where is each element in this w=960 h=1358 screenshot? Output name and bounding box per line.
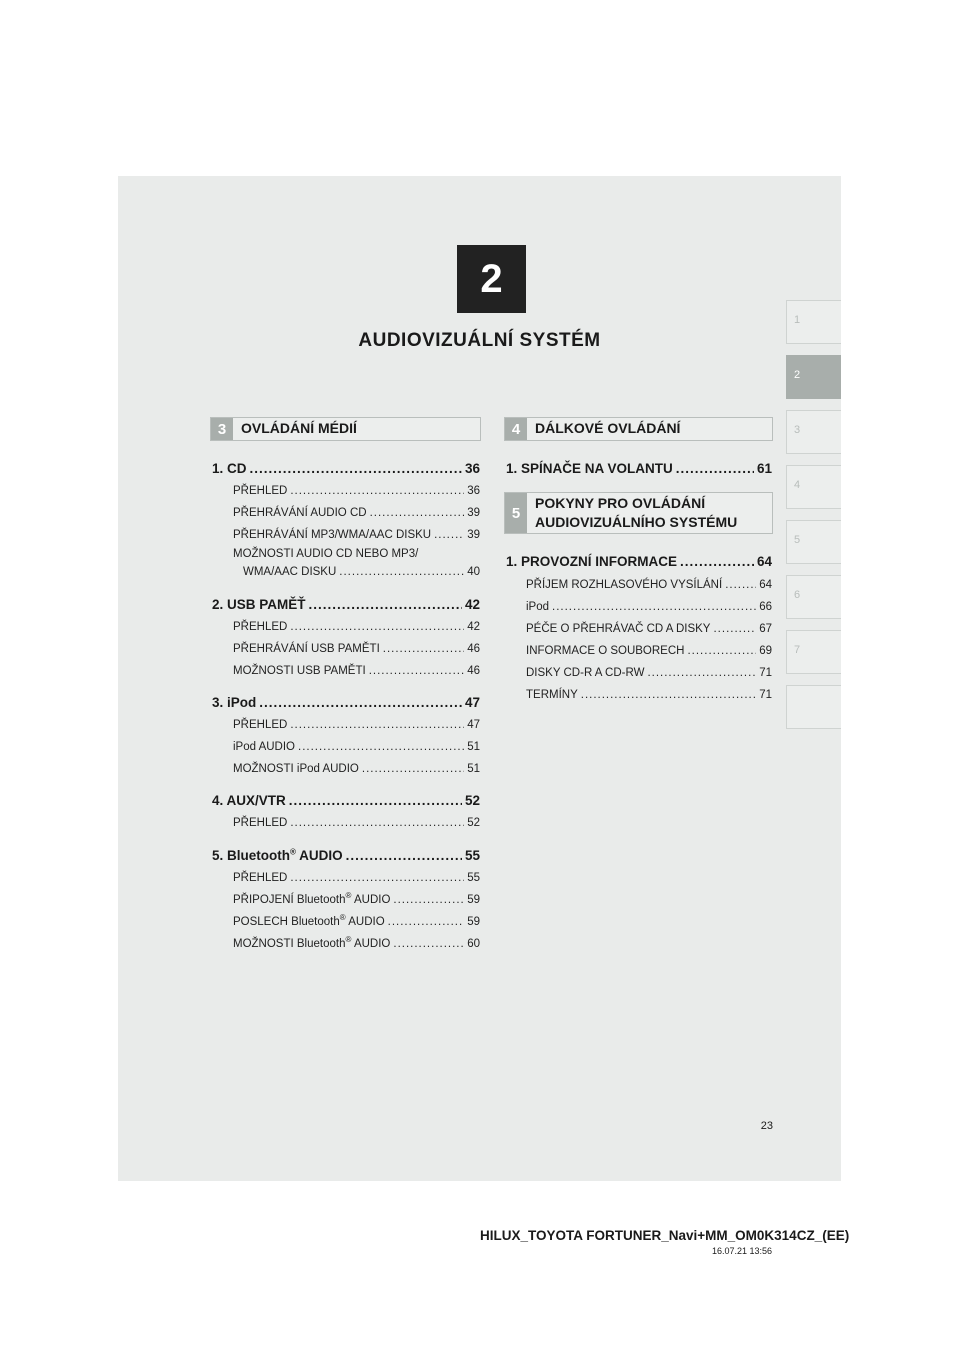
section-5-number: 5 bbox=[505, 493, 527, 533]
toc-subentry[interactable]: DISKY CD-R A CD-RW ..... 71 bbox=[526, 664, 772, 679]
toc-subentry[interactable]: PŘEHLED ..... 36 bbox=[233, 482, 480, 497]
section-3-title: OVLÁDÁNÍ MÉDIÍ bbox=[241, 420, 357, 436]
footer-title: HILUX_TOYOTA FORTUNER_Navi+MM_OM0K314CZ_(EE) bbox=[480, 1228, 850, 1243]
toc-entry[interactable]: 4. AUX/VTR ..... 52 bbox=[212, 790, 480, 808]
toc-subentry[interactable]: iPod AUDIO ..... 51 bbox=[233, 738, 480, 753]
toc-subentry[interactable]: PŘIPOJENÍ Bluetooth® AUDIO ..... 59 bbox=[233, 891, 480, 906]
chapter-tab-2[interactable]: 2 bbox=[786, 355, 841, 399]
toc-subentry[interactable]: PŘEHLED ..... 42 bbox=[233, 618, 480, 633]
toc-right-column-s4 bbox=[506, 458, 772, 476]
section-3-header bbox=[210, 417, 481, 441]
toc-subentry[interactable]: PŘÍJEM ROZHLASOVÉHO VYSÍLÁNÍ ..... 64 bbox=[526, 576, 772, 591]
chapter-tab-4[interactable]: 4 bbox=[786, 465, 841, 509]
section-5-title: POKYNY PRO OVLÁDÁNÍ AUDIOVIZUÁLNÍHO SYSTÉMU bbox=[535, 495, 738, 530]
toc-subentry[interactable]: PŘEHRÁVÁNÍ AUDIO CD ..... 39 bbox=[233, 504, 480, 519]
toc-subentry[interactable]: PŘEHLED ..... 52 bbox=[233, 814, 480, 829]
section-5-header bbox=[504, 492, 773, 534]
toc-subentry[interactable]: INFORMACE O SOUBORECH ..... 69 bbox=[526, 642, 772, 657]
chapter-tab-7[interactable]: 7 bbox=[786, 630, 841, 674]
page-number: 23 bbox=[760, 1120, 773, 1132]
toc-subentry[interactable]: POSLECH Bluetooth® AUDIO ..... 59 bbox=[233, 913, 480, 928]
toc-subentry-multiline[interactable]: MOŽNOSTI AUDIO CD NEBO MP3/ WMA/AAC DISKU ..... 40 bbox=[233, 545, 480, 581]
chapter-number: 2 bbox=[480, 256, 503, 301]
toc-subentry[interactable]: iPod ..... 66 bbox=[526, 598, 772, 613]
toc-entry[interactable]: 1. CD ..... 36 bbox=[212, 458, 480, 476]
toc-subentry[interactable]: PŘEHLED ..... 55 bbox=[233, 869, 480, 884]
toc-subentry[interactable]: PÉČE O PŘEHRÁVAČ CD A DISKY ..... 67 bbox=[526, 620, 772, 635]
toc-subentry[interactable]: PŘEHLED ..... 47 bbox=[233, 716, 480, 731]
chapter-tab-3[interactable]: 3 bbox=[786, 410, 841, 454]
chapter-tab-8[interactable] bbox=[786, 685, 841, 729]
toc-entry[interactable]: 1. SPÍNAČE NA VOLANTU ..... 61 bbox=[506, 458, 772, 476]
toc-entry[interactable]: 5. Bluetooth® AUDIO ..... 55 bbox=[212, 845, 480, 863]
section-3-number: 3 bbox=[211, 418, 233, 440]
section-4-number: 4 bbox=[505, 418, 527, 440]
chapter-tab-5[interactable]: 5 bbox=[786, 520, 841, 564]
toc-subentry[interactable]: PŘEHRÁVÁNÍ MP3/WMA/AAC DISKU ..... 39 bbox=[233, 526, 480, 541]
toc-subentry[interactable]: MOŽNOSTI iPod AUDIO ..... 51 bbox=[233, 760, 480, 775]
section-4-title: DÁLKOVÉ OVLÁDÁNÍ bbox=[535, 420, 681, 436]
chapter-tab-1[interactable]: 1 bbox=[786, 300, 841, 344]
section-4-header bbox=[504, 417, 773, 441]
toc-subentry[interactable]: MOŽNOSTI Bluetooth® AUDIO ..... 60 bbox=[233, 935, 480, 950]
toc-entry[interactable]: 1. PROVOZNÍ INFORMACE ..... 64 bbox=[506, 551, 772, 569]
toc-left-column bbox=[212, 458, 480, 950]
chapter-number-box bbox=[457, 245, 526, 313]
toc-subentry[interactable]: PŘEHRÁVÁNÍ USB PAMĚTI ..... 46 bbox=[233, 640, 480, 655]
toc-entry[interactable]: 2. USB PAMĚŤ ..... 42 bbox=[212, 594, 480, 612]
chapter-tab-6[interactable]: 6 bbox=[786, 575, 841, 619]
toc-right-column-s5 bbox=[506, 551, 772, 701]
footer-timestamp: 16.07.21 13:56 bbox=[711, 1246, 772, 1256]
toc-subentry[interactable]: TERMÍNY ..... 71 bbox=[526, 686, 772, 701]
toc-subentry[interactable]: MOŽNOSTI USB PAMĚTI ..... 46 bbox=[233, 662, 480, 677]
registered-mark: ® bbox=[290, 847, 296, 857]
chapter-title: AUDIOVIZUÁLNÍ SYSTÉM bbox=[358, 330, 601, 351]
toc-entry[interactable]: 3. iPod ..... 47 bbox=[212, 692, 480, 710]
